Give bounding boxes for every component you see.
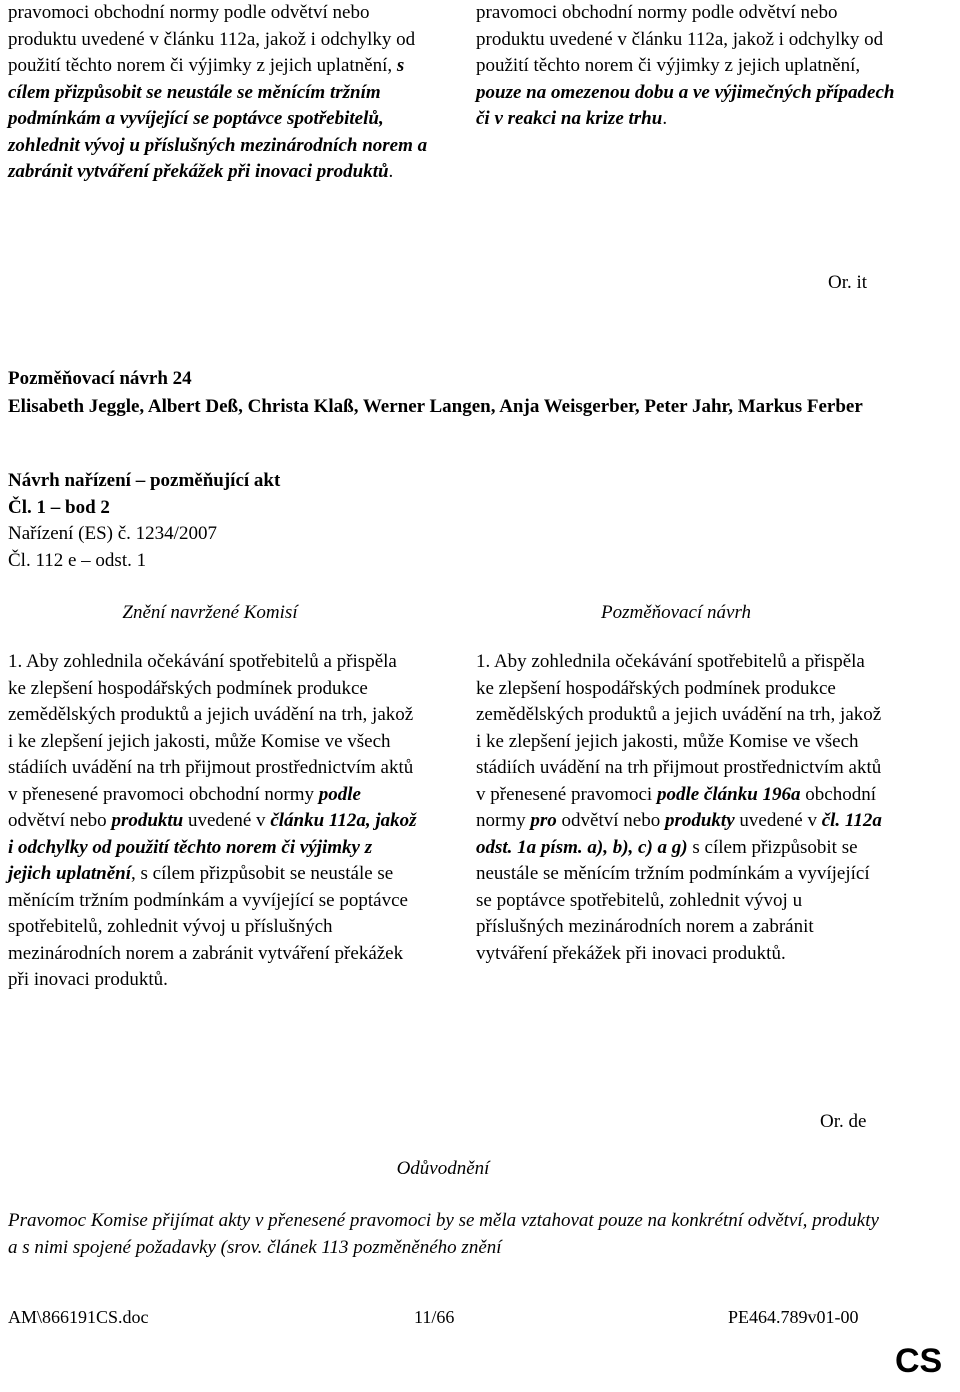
amendment-number: 24 xyxy=(172,368,192,389)
column-header-amendment: Pozměňovací návrh xyxy=(600,602,752,623)
amendment-text-part: obchodní normy xyxy=(476,783,876,831)
commission-text-part: odvětví nebo xyxy=(8,810,112,831)
top-left-text-emphasis: s cílem přizpůsobit se neustále se měnícím tržním podmínkám a vyvíjející se poptávce spotřebitelů, zohlednit vývoj u příslušných mezinárodních norem a zabránit vytváření překážek při inovaci produktů xyxy=(8,55,428,182)
footer-reference: PE464.789v01-00 xyxy=(728,1307,859,1327)
top-right-text-end: . xyxy=(662,108,668,129)
commission-text-emphasis: produktu xyxy=(111,810,184,831)
amendment-authors: Elisabeth Jeggle, Albert Deß, Christa Klaß, Werner Langen, Anja Weisgerber, Peter Jahr, Markus Ferber xyxy=(8,396,863,417)
top-left-text-plain: pravomoci obchodní normy podle odvětví nebo produktu uvedené v článku 112a, jakož i odchylky od použití těchto norem či výjimky z jejich uplatnění, xyxy=(8,2,416,76)
amendment-heading xyxy=(8,366,192,393)
top-left-text-end: . xyxy=(388,161,394,182)
amendment-text-part: uvedené v xyxy=(734,810,822,831)
justification-title: Odůvodnění xyxy=(396,1158,490,1179)
top-right-paragraph xyxy=(476,0,896,133)
top-right-text-emphasis: pouze na omezenou dobu a ve výjimečných případech či v reakci na krize trhu xyxy=(476,81,895,129)
footer-page-number: 11/66 xyxy=(414,1307,455,1327)
amendment-text-part: odvětví nebo xyxy=(556,810,665,831)
amendment-text-emphasis: podle článku 196a xyxy=(656,783,801,805)
top-left-text xyxy=(8,0,428,186)
amendment-text-emphasis: pro xyxy=(530,810,557,831)
amendment-label: Pozměňovací návrh xyxy=(8,368,168,389)
top-right-text xyxy=(476,0,896,133)
commission-text-part: 1. Aby zohlednila očekávání spotřebitelů a přispěla ke zlepšení hospodářských podmínek produkce zemědělských produktů a jejich uvádění na trh, jakož i ke zlepšení jejich jakosti, může Komise ve všech stádiích uvádění na trh přijmout prostřednictvím aktů v přenesené pravomoci obchodní normy xyxy=(8,651,414,805)
reference-line-paragraph: Čl. 112 e – odst. 1 xyxy=(8,549,147,571)
amendment-text-column xyxy=(476,649,886,967)
commission-text-part: , s cílem přizpůsobit se neustále se měnícím tržním podmínkám a vyvíjející se poptávce spotřebitelů, zohlednit vývoj u příslušných mezinárodních norem a zabránit vytváření překážek při inovaci produktů. xyxy=(8,863,408,990)
origin-language-it: Or. it xyxy=(828,272,868,293)
top-right-text-plain: pravomoci obchodní normy podle odvětví nebo produktu uvedené v článku 112a, jakož i odchylky od použití těchto norem či výjimky z jejich uplatnění, xyxy=(476,2,884,76)
amendment-text-paragraph xyxy=(476,649,886,967)
amendment-text-part: 1. Aby zohlednila očekávání spotřebitelů a přispěla ke zlepšení hospodářských podmínek produkce zemědělských produktů a jejich uvádění na trh, jakož i ke zlepšení jejich jakosti, může Komise ve všech stádiích uvádění na trh přijmout prostřednictvím aktů v přenesené pravomoci xyxy=(476,651,882,805)
footer-document-id: AM\866191CS.doc xyxy=(8,1307,149,1327)
commission-text-part: uvedené v xyxy=(183,810,271,831)
amendment-reference xyxy=(8,468,608,574)
reference-line-article-point: Čl. 1 – bod 2 xyxy=(8,496,110,518)
commission-text-paragraph xyxy=(8,649,418,994)
amendment-text-emphasis: čl. 112a odst. 1a písm. a), b), c) a g) xyxy=(476,810,882,858)
footer-language-code: CS xyxy=(895,1342,943,1380)
commission-text-emphasis: článku 112a, jakož i odchylky od použití těchto norem či výjimky z jejich uplatnění xyxy=(8,810,417,884)
commission-text-emphasis: podle xyxy=(318,783,361,805)
top-left-paragraph xyxy=(8,0,428,186)
amendment-text-emphasis: produkty xyxy=(664,810,735,831)
commission-text-column xyxy=(8,649,418,994)
reference-line-proposal: Návrh nařízení – pozměňující akt xyxy=(8,470,281,491)
origin-language-de: Or. de xyxy=(820,1111,867,1132)
column-header-commission-text: Znění navržené Komisí xyxy=(122,602,298,623)
reference-line-regulation: Nařízení (ES) č. 1234/2007 xyxy=(8,523,217,544)
justification-text: Pravomoc Komise přijímat akty v přenesené pravomoci by se měla vztahovat pouze na konkrétní odvětví, produkty a s nimi spojené požadavky (srov. článek 113 pozměněného znění xyxy=(8,1210,879,1258)
amendment-text-part: s cílem přizpůsobit se neustále se měnícím tržním podmínkám a vyvíjející se poptávce spotřebitelů, zohlednit vývoj u příslušných mezinárodních norem a zabránit vytváření překážek při inovaci produktů. xyxy=(476,836,870,964)
